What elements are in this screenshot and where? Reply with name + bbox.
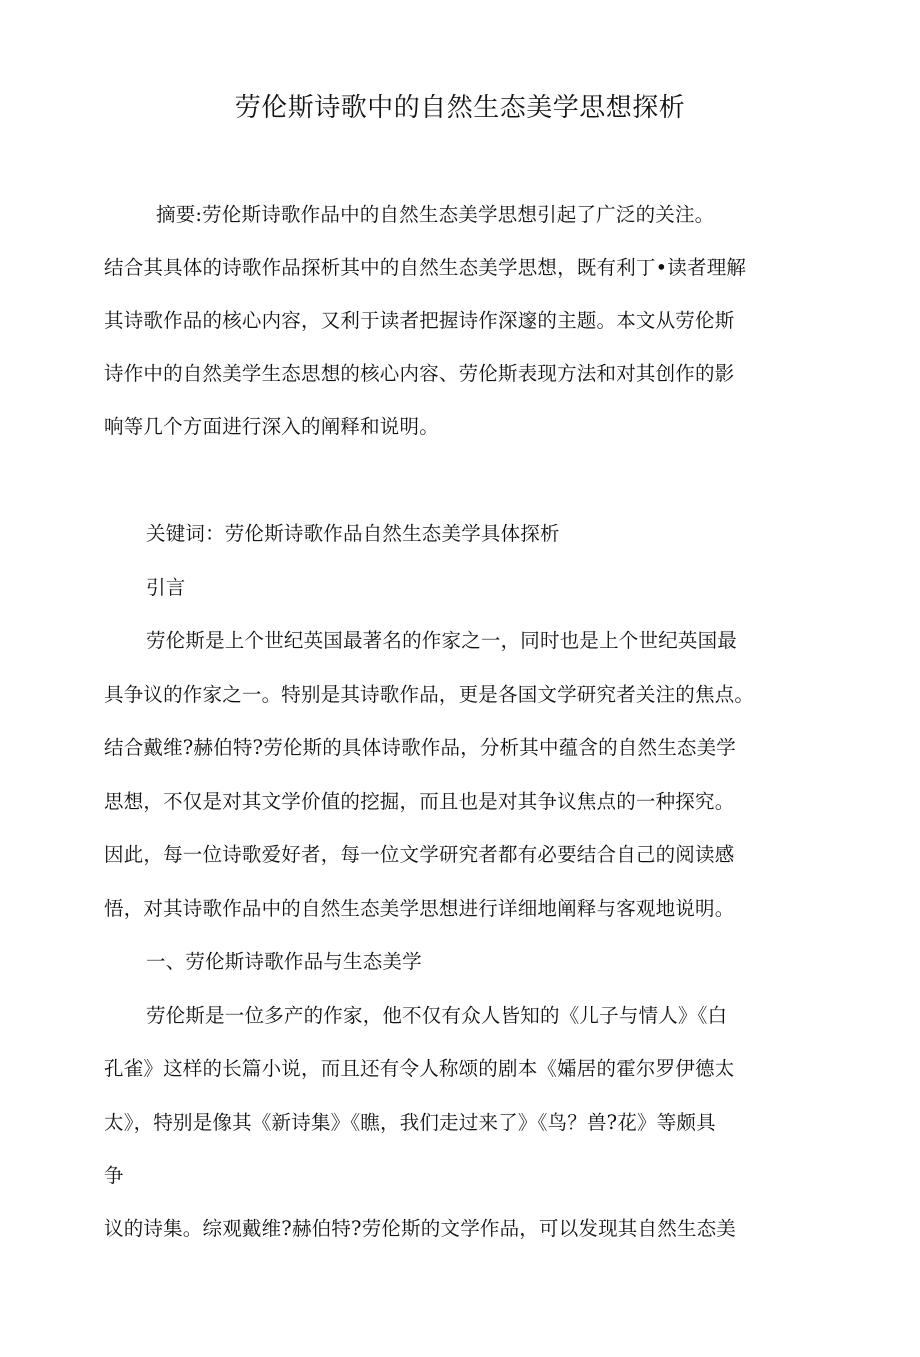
section-line: 太》，特别是像其《新诗集》《瞧，我们走过来了》《鸟？兽?花》等颇具 [104,1111,716,1134]
intro-line: 劳伦斯是上个世纪英国最著名的作家之一，同时也是上个世纪英国最 [146,629,738,652]
intro-line: 具争议的作家之一。特别是其诗歌作品，更是各国文学研究者关注的焦点。 [104,683,755,706]
abstract-line: 摘要:劳伦斯诗歌作品中的自然生态美学思想引起了广泛的关注。 [156,203,715,226]
section-line: 孔雀》这样的长篇小说，而且还有令人称颂的剧本《孀居的霍尔罗伊德太 [104,1057,735,1080]
abstract-line: 结合其具体的诗歌作品探析其中的自然生态美学思想，既有利丁•读者理解 [104,256,747,279]
intro-line: 因此，每一位诗歌爱好者，每一位文学研究者都有必要结合自己的阅读感 [104,843,735,866]
abstract-line: 响等几个方面进行深入的阐释和说明。 [104,415,439,438]
section-heading: 一、劳伦斯诗歌作品与生态美学 [146,950,422,973]
intro-line: 思想，不仅是对其文学价值的挖掘，而且也是对其争议焦点的一种探究。 [104,790,735,813]
intro-heading: 引言 [146,576,186,599]
document-title: 劳伦斯诗歌中的自然生态美学思想探析 [234,93,686,123]
keywords-line: 关键词：劳伦斯诗歌作品自然生态美学具体探析 [146,522,560,545]
section-line: 议的诗集。综观戴维?赫伯特?劳伦斯的文学作品，可以发现其自然生态美 [104,1217,737,1240]
section-line: 争 [104,1164,124,1187]
intro-line: 悟，对其诗歌作品中的自然生态美学思想进行详细地阐释与客观地说明。 [104,897,735,920]
intro-line: 结合戴维?赫伯特?劳伦斯的具体诗歌作品，分析其中蕴含的自然生态美学 [104,736,737,759]
abstract-line: 其诗歌作品的核心内容，又利于读者把握诗作深邃的主题。本文从劳伦斯 [104,309,735,332]
section-line: 劳伦斯是一位多产的作家，他不仅有众人皆知的《儿子与情人》《白 [146,1004,728,1027]
abstract-line: 诗作中的自然美学生态思想的核心内容、劳伦斯表现方法和对其创作的影 [104,362,735,385]
